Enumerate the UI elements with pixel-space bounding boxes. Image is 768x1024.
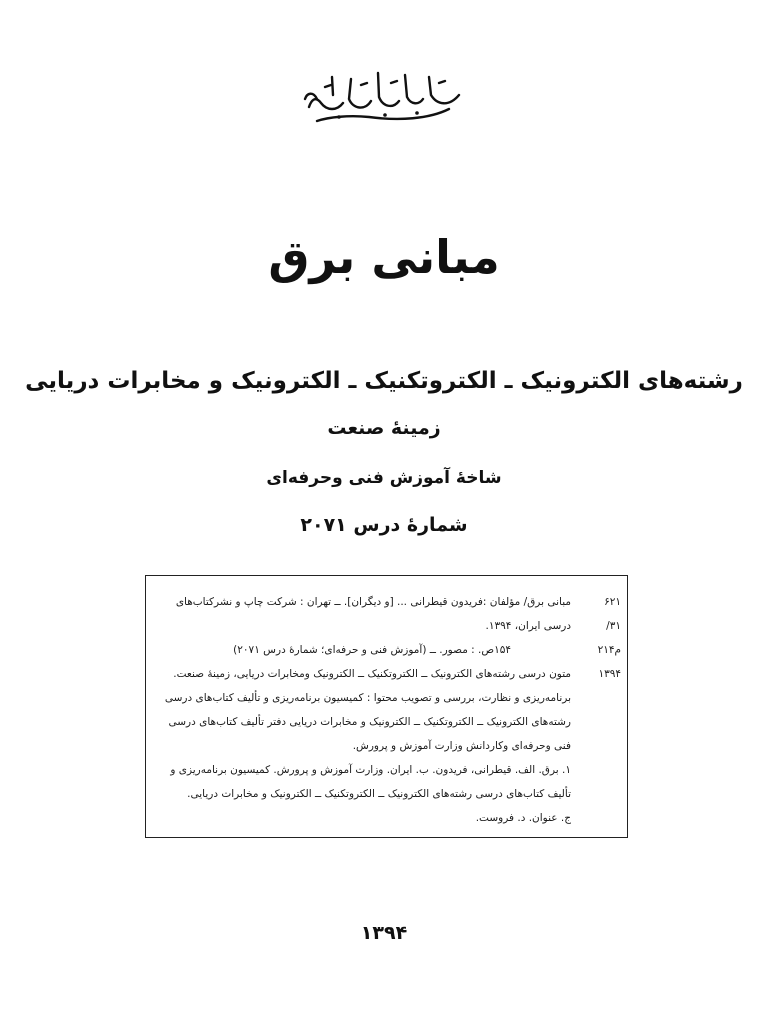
classification-codes — [579, 590, 621, 686]
cip-line: تألیف کتاب‌های درسی رشته‌های الکترونیک ــ الکتروتکنیک ــ الکترونیک و مخابرات دریایی. — [187, 788, 571, 800]
publication-year: ۱۳۹۴ — [360, 922, 408, 944]
cip-line: برنامه‌ریزی و نظارت، بررسی و تصویب محتوا : کمیسیون برنامه‌ریزی و تألیف کتاب‌های درسی — [164, 692, 571, 704]
cip-line: مبانی برق/ مؤلفان :فریدون قیطرانی ... [و دیگران]. ــ تهران : شرکت چاپ و نشرکتاب‌های — [175, 596, 571, 608]
cip-line: رشته‌های الکترونیک ــ الکتروتکنیک ــ الکترونیک و مخابرات دریایی دفتر تألیف کتاب‌های درسی — [168, 716, 571, 728]
bismillah-calligraphy — [0, 62, 768, 132]
book-title: مبانی برق — [268, 230, 500, 284]
cip-line: ۱۵۴ص. : مصور. ــ (آموزش فنی و حرفه‌ای؛ شمارهٔ درس ۲۰۷۱) — [233, 644, 511, 656]
class-code: ۱۳۹۴ — [598, 668, 621, 680]
area-subtitle: زمینهٔ صنعت — [327, 417, 441, 439]
cip-line: فنی وحرفه‌ای وکاردانش وزارت آموزش و پرورش. — [352, 740, 571, 752]
cip-line: ج. عنوان. د. فروست. — [475, 812, 571, 824]
cip-line: ۱. برق. الف. قیطرانی، فریدون. ب. ایران. وزارت آموزش و پرورش. کمیسیون برنامه‌ریزی و — [170, 764, 571, 776]
class-code: /۳۱ — [606, 620, 621, 632]
bismillah-calligraphy-image — [299, 65, 469, 129]
class-code: ۶۲۱ — [604, 596, 621, 608]
fields-subtitle: رشته‌های الکترونیک ـ الکتروتکنیک ـ الکترونیک و مخابرات دریایی — [25, 368, 743, 394]
course-number: شمارهٔ درس ۲۰۷۱ — [300, 514, 468, 536]
cip-line: درسی ایران، ۱۳۹۴. — [485, 620, 571, 632]
cataloging-in-publication-box — [145, 575, 628, 838]
branch-subtitle: شاخهٔ آموزش فنی وحرفه‌ای — [266, 468, 502, 488]
class-code: م۲۱۴ — [597, 644, 621, 656]
cip-line: متون درسی رشته‌های الکترونیک ــ الکتروتکنیک ــ الکترونیک ومخابرات دریایی، زمینهٔ صنعت. — [173, 668, 571, 680]
cataloging-text — [153, 590, 571, 830]
